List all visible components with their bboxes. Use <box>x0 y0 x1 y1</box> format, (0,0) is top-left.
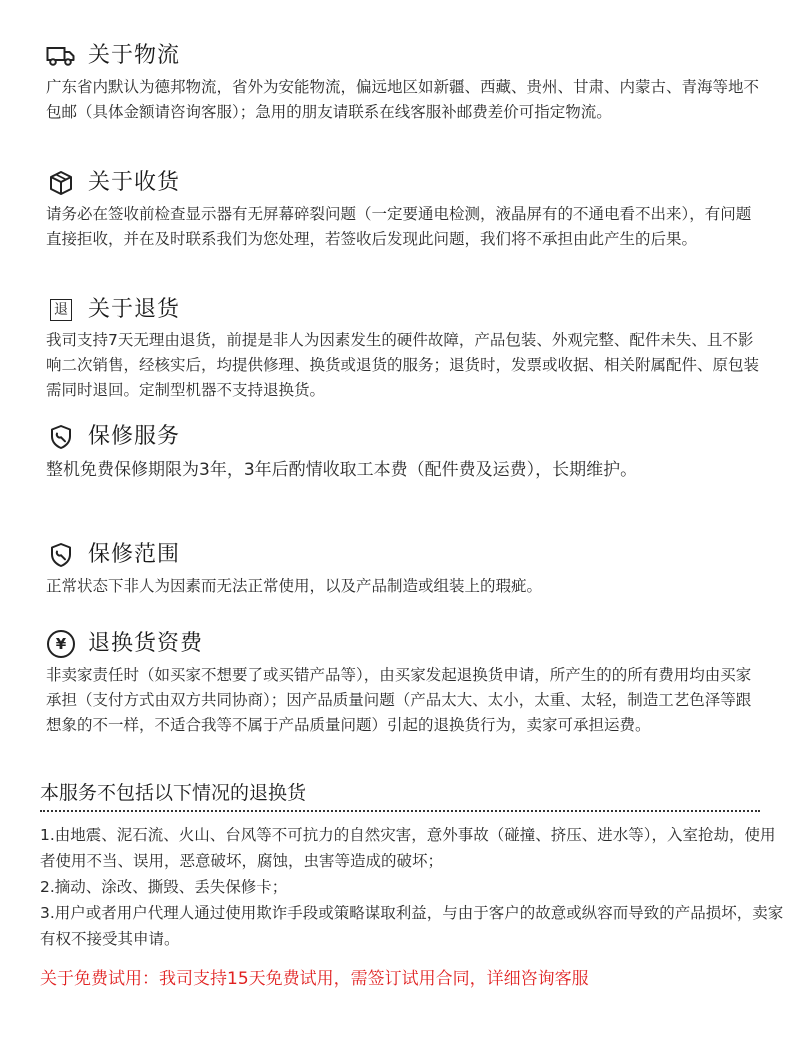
section-text: 广东省内默认为德邦物流，省外为安能物流，偏远地区如新疆、西藏、贵州、甘肃、内蒙古、青海等地不包邮（具体金额请咨询客服）；急用的朋友请联系在线客服补邮费差价可指定物流。 <box>46 78 760 121</box>
wrench-shield-icon <box>46 541 76 569</box>
yen-icon <box>46 630 76 658</box>
wrench-shield-icon <box>46 423 76 451</box>
section-header <box>46 296 180 324</box>
section-text: 我司支持7天无理由退货，前提是非人为因素发生的硬件故障，产品包装、外观完整、配件未失、且不影响二次销售，经核实后，均提供修理、换货或退货的服务；退货时，发票或收据、相关附属配件、原包装需同时退回。定制型机器不支持退换货。 <box>46 331 760 399</box>
section-header <box>46 42 180 70</box>
section-title: 关于收货 <box>88 170 181 195</box>
section-text: 整机免费保修期限为3年，3年后酌情收取工本费（配件费及运费），长期维护。 <box>46 460 638 480</box>
section-header <box>46 423 180 451</box>
package-icon <box>46 169 76 197</box>
section-header <box>46 169 180 197</box>
return-icon-glyph: 退 <box>50 299 72 321</box>
free-trial-notice: 关于免费试用：我司支持15天免费试用，需签订试用合同，详细咨询客服 <box>40 969 589 989</box>
section-text: 正常状态下非人为因素而无法正常使用，以及产品制造或组装上的瑕疵。 <box>46 577 543 595</box>
section-title: 关于退货 <box>88 297 181 322</box>
truck-icon <box>46 42 76 70</box>
exclusions-title: 本服务不包括以下情况的退换货 <box>40 782 307 804</box>
section-title: 保修范围 <box>88 542 181 567</box>
section-title: 保修服务 <box>88 424 181 449</box>
section-title: 关于物流 <box>88 43 181 68</box>
exclusions-list <box>40 822 785 952</box>
section-header <box>46 630 203 658</box>
return-icon <box>46 296 76 324</box>
list-item: 1.由地震、泥石流、火山、台风等不可抗力的自然灾害，意外事故（碰撞、挤压、进水等），入室抢劫，使用者使用不当、误用，恶意破坏，腐蚀，虫害等造成的破坏； <box>40 826 776 870</box>
list-item: 3.用户或者用户代理人通过使用欺诈手段或策略谋取利益，与由于客户的故意或纵容而导致的产品损坏，卖家有权不接受其申请。 <box>40 904 784 948</box>
section-title: 退换货资费 <box>88 631 204 656</box>
list-item: 2.摘动、涂改、撕毁、丢失保修卡； <box>40 878 288 896</box>
section-header <box>46 541 180 569</box>
section-text: 请务必在签收前检查显示器有无屏幕碎裂问题（一定要通电检测，液晶屏有的不通电看不出来），有问题直接拒收，并在及时联系我们为您处理，若签收后发现此问题，我们将不承担由此产生的后果。 <box>46 205 752 248</box>
yen-icon-glyph: ¥ <box>47 630 75 658</box>
dotted-divider <box>40 810 760 812</box>
section-text: 非卖家责任时（如买家不想要了或买错产品等），由买家发起退换货申请，所产生的的所有费用均由买家承担（支付方式由双方共同协商）；因产品质量问题（产品太大、太小，太重、太轻，制造工艺色泽等跟想象的不一样，不适合我等不属于产品质量问题）引起的退换货行为，卖家可承担运费。 <box>46 666 752 734</box>
